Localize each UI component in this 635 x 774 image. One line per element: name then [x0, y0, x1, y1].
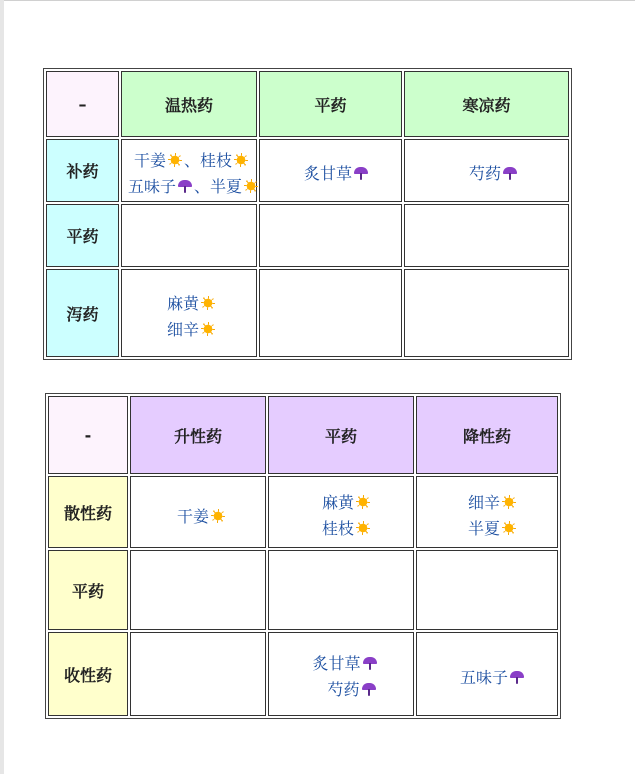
table1-cell [121, 204, 257, 267]
herb-line [139, 504, 265, 530]
umbrella-icon [509, 669, 525, 685]
table1-row-header-purge: 泻药 [46, 269, 119, 357]
umbrella-icon [502, 165, 518, 181]
sun-icon [167, 152, 183, 168]
table1-cell [259, 204, 402, 267]
umbrella-icon [361, 681, 377, 697]
herb-line [128, 291, 256, 317]
herb-name: 芍药 [327, 680, 360, 699]
table2-row-header-astringent: 收性药 [48, 632, 128, 716]
table1-cell [259, 139, 402, 202]
herb-name: 五味子 [128, 177, 177, 196]
table1-cell [121, 139, 257, 202]
table2-col-header-neutral: 平药 [268, 396, 414, 474]
table1-cell [404, 204, 569, 267]
herb-name: 、桂枝 [184, 151, 233, 170]
herb-line [429, 490, 557, 516]
table1-col-header-warm: 温热药 [121, 71, 257, 137]
table2-col-header-ascending: 升性药 [130, 396, 266, 474]
table2-cell [130, 476, 266, 548]
table2-cell [130, 632, 266, 716]
table1-cell [259, 269, 402, 357]
umbrella-icon [362, 655, 378, 671]
herb-name: 干姜 [176, 506, 209, 526]
herb-name: 炙甘草 [303, 164, 352, 183]
table1-cell [121, 269, 257, 357]
table1-cell [404, 269, 569, 357]
umbrella-icon [177, 178, 193, 194]
table1-row-header-tonic: 补药 [46, 139, 119, 202]
herb-direction-table [45, 393, 561, 719]
table1-corner-cell: – [46, 71, 119, 137]
herb-line [278, 651, 413, 677]
herb-name: 干姜 [133, 151, 166, 170]
sun-icon [200, 321, 216, 337]
herb-name: 半夏 [467, 518, 500, 538]
sun-icon [501, 494, 517, 510]
sun-icon [501, 520, 517, 536]
table2-row-header-dispersing: 散性药 [48, 476, 128, 548]
table2-cell [268, 550, 414, 630]
herb-line [281, 516, 413, 542]
herb-line [278, 677, 413, 703]
herb-line [429, 665, 557, 691]
table1-col-header-cold: 寒凉药 [404, 71, 569, 137]
table1-col-header-neutral: 平药 [259, 71, 402, 137]
table2-cell [416, 632, 558, 716]
herb-name: 、半夏 [194, 177, 243, 196]
herb-line [128, 317, 256, 343]
herb-line [429, 516, 557, 542]
herb-line [273, 161, 401, 187]
table1-row-header-neutral: 平药 [46, 204, 119, 267]
sun-icon [243, 178, 259, 194]
herb-name: 麻黄 [321, 492, 354, 512]
herb-line [420, 161, 568, 187]
table2-cell [268, 632, 414, 716]
herb-name: 细辛 [467, 492, 500, 512]
herb-line [281, 490, 413, 516]
herb-line [128, 148, 256, 174]
page-top-edge [0, 0, 635, 1]
table2-cell [130, 550, 266, 630]
herb-line [128, 174, 256, 200]
table2-cell [268, 476, 414, 548]
herb-name: 桂枝 [321, 518, 354, 538]
herb-name: 五味子 [459, 668, 508, 687]
table2-col-header-descending: 降性药 [416, 396, 558, 474]
sun-icon [210, 508, 226, 524]
table1-cell [404, 139, 569, 202]
table2-cell [416, 550, 558, 630]
table2-row-header-neutral: 平药 [48, 550, 128, 630]
table2-corner-cell: - [48, 396, 128, 474]
herb-name: 芍药 [468, 164, 501, 183]
page-left-edge [0, 0, 4, 774]
herb-name: 麻黄 [166, 294, 199, 313]
sun-icon [233, 152, 249, 168]
herb-name: 炙甘草 [312, 654, 361, 673]
table2-cell [416, 476, 558, 548]
herb-name: 细辛 [166, 320, 199, 339]
umbrella-icon [353, 165, 369, 181]
herb-nature-table [43, 68, 572, 360]
sun-icon [200, 295, 216, 311]
sun-icon [355, 520, 371, 536]
sun-icon [355, 494, 371, 510]
